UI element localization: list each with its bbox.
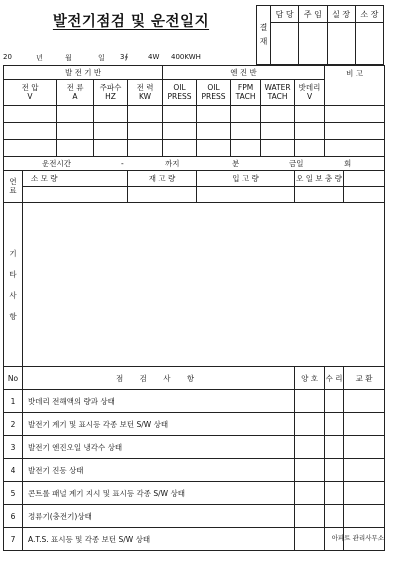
reading-row <box>4 123 385 140</box>
voltage-cell[interactable] <box>4 106 57 123</box>
checklist-no: 7 <box>4 528 23 551</box>
checklist-replace-cell[interactable] <box>344 413 385 436</box>
voltage-cell[interactable] <box>4 140 57 157</box>
oil-press-cell-1[interactable] <box>163 140 197 157</box>
oil-refill-header: 오 일 보 충 량 <box>295 171 344 187</box>
checklist-good-cell[interactable] <box>295 459 325 482</box>
checklist-item-text: 발전기 진동 상태 <box>23 459 295 482</box>
oil-press-header-1: OIL PRESS <box>163 80 197 106</box>
sign-head[interactable] <box>355 23 383 65</box>
checklist-row <box>4 436 385 459</box>
remarks-cell[interactable] <box>325 106 385 123</box>
current-cell[interactable] <box>57 140 94 157</box>
fuel-label: 연 료 <box>4 171 23 203</box>
checklist-item-text: 정류기(충전기)상태 <box>23 505 295 528</box>
checklist-no-header: No <box>4 367 23 390</box>
checklist-good-cell[interactable] <box>295 413 325 436</box>
month-label: 월 <box>65 54 72 62</box>
checklist-item-text: 발전기 엔진오일 냉각수 상태 <box>23 436 295 459</box>
fuel-values-row <box>4 187 385 203</box>
fuel-extra-header <box>344 171 385 187</box>
checklist-good-header: 양 호 <box>295 367 325 390</box>
remarks-cell[interactable] <box>325 123 385 140</box>
year-label: 년 <box>36 54 43 62</box>
frequency-header: 주파수 HZ <box>94 80 128 106</box>
fuel-stock-header: 재 고 량 <box>128 171 197 187</box>
approval-box <box>256 5 384 65</box>
checklist-no: 3 <box>4 436 23 459</box>
oil-press-header-2: OIL PRESS <box>197 80 231 106</box>
frequency-cell[interactable] <box>94 123 128 140</box>
power-header: 전 력 KW <box>128 80 163 106</box>
runtime-label: 운전시간 <box>42 159 71 168</box>
checklist-replace-header: 교 환 <box>344 367 385 390</box>
sign-manager[interactable] <box>271 23 299 65</box>
checklist-repair-cell[interactable] <box>325 436 344 459</box>
checklist-no: 1 <box>4 390 23 413</box>
power-cell[interactable] <box>128 140 163 157</box>
checklist-repair-cell[interactable] <box>325 459 344 482</box>
checklist-no: 6 <box>4 505 23 528</box>
runtime-cell[interactable] <box>4 157 385 171</box>
checklist-replace-cell[interactable] <box>344 482 385 505</box>
checklist-row <box>4 413 385 436</box>
fuel-consumption-header: 소 모 량 <box>23 171 128 187</box>
oil-press-cell-2[interactable] <box>197 140 231 157</box>
sign-chief[interactable] <box>299 23 327 65</box>
oil-press-cell-2[interactable] <box>197 106 231 123</box>
fuel-incoming-cell[interactable] <box>197 187 295 203</box>
wire-spec: 4W <box>148 53 160 61</box>
remarks-cell[interactable] <box>325 140 385 157</box>
checklist-item-header: 점 검 사 항 <box>23 367 295 390</box>
checklist-replace-cell[interactable] <box>344 436 385 459</box>
fuel-consumption-cell[interactable] <box>23 187 128 203</box>
checklist-replace-cell[interactable] <box>344 459 385 482</box>
checklist-replace-cell[interactable] <box>344 390 385 413</box>
checklist-repair-cell[interactable] <box>325 390 344 413</box>
current-cell[interactable] <box>57 106 94 123</box>
checklist-no: 2 <box>4 413 23 436</box>
fuel-extra-cell[interactable] <box>344 187 385 203</box>
frequency-cell[interactable] <box>94 106 128 123</box>
checklist-row <box>4 482 385 505</box>
checklist-good-cell[interactable] <box>295 505 325 528</box>
checklist-item-text: 발전기 계기 및 표시등 각종 보턴 S/W 상태 <box>23 413 295 436</box>
battery-v-header: 밧데리 V <box>295 80 325 106</box>
fpm-tach-header: FPM TACH <box>231 80 261 106</box>
approval-side-label: 결 재 <box>257 6 271 65</box>
runtime-minute: 분 <box>232 159 240 168</box>
runtime-until: 까지 <box>165 159 180 168</box>
voltage-cell[interactable] <box>4 123 57 140</box>
checklist-repair-header: 수 리 <box>325 367 344 390</box>
sign-director[interactable] <box>327 23 355 65</box>
oil-press-cell-2[interactable] <box>197 123 231 140</box>
checklist-replace-cell[interactable] <box>344 505 385 528</box>
water-tach-cell[interactable] <box>261 123 295 140</box>
checklist-good-cell[interactable] <box>295 436 325 459</box>
checklist-item-text: A.T.S. 표시등 및 각종 보턴 S/W 상태 <box>23 528 295 551</box>
water-tach-cell[interactable] <box>261 140 295 157</box>
checklist-repair-cell[interactable] <box>325 482 344 505</box>
role-manager: 담 당 <box>271 6 299 23</box>
checklist-good-cell[interactable] <box>295 482 325 505</box>
role-chief: 주 임 <box>299 6 327 23</box>
runtime-today: 금일 <box>289 159 304 168</box>
runtime-count: 회 <box>344 159 352 168</box>
fpm-tach-cell[interactable] <box>231 140 261 157</box>
checklist-no: 5 <box>4 482 23 505</box>
power-cell[interactable] <box>128 106 163 123</box>
notes-area[interactable] <box>23 203 385 367</box>
checklist-repair-cell[interactable] <box>325 505 344 528</box>
checklist-no: 4 <box>4 459 23 482</box>
document-title: 발전기점검 및 운전일지 <box>52 13 210 30</box>
checklist-row <box>4 390 385 413</box>
oil-refill-cell[interactable] <box>295 187 344 203</box>
capacity-spec: 400KWH <box>171 53 201 61</box>
checklist-row <box>4 505 385 528</box>
year-prefix: 20 <box>3 53 12 61</box>
generator-section-header: 발 전 기 반 <box>4 66 163 80</box>
fuel-stock-cell[interactable] <box>128 187 197 203</box>
engine-section-header: 엔 진 반 <box>163 66 325 80</box>
role-director: 실 장 <box>327 6 355 23</box>
oil-press-cell-1[interactable] <box>163 106 197 123</box>
date-line <box>3 53 253 65</box>
frequency-cell[interactable] <box>94 140 128 157</box>
fuel-incoming-header: 입 고 량 <box>197 171 295 187</box>
water-tach-cell[interactable] <box>261 106 295 123</box>
checklist-good-cell[interactable] <box>295 390 325 413</box>
notes-label: 기 타 사 항 <box>4 203 23 367</box>
reading-row <box>4 140 385 157</box>
water-tach-header: WATER TACH <box>261 80 295 106</box>
power-cell[interactable] <box>128 123 163 140</box>
checklist-row <box>4 459 385 482</box>
role-head: 소 장 <box>355 6 383 23</box>
checklist-repair-cell[interactable] <box>325 413 344 436</box>
battery-v-cell[interactable] <box>295 106 325 123</box>
checklist-item-text: 콘트롤 패널 계기 지시 및 표시등 각종 S/W 상태 <box>23 482 295 505</box>
battery-v-cell[interactable] <box>295 123 325 140</box>
fpm-tach-cell[interactable] <box>231 123 261 140</box>
phase-spec: 3∮ <box>120 53 129 61</box>
day-label: 일 <box>98 54 105 62</box>
footer-office: 아파트 관리사무소 <box>331 534 384 542</box>
battery-v-cell[interactable] <box>295 140 325 157</box>
checklist-header-row <box>4 367 385 390</box>
current-cell[interactable] <box>57 123 94 140</box>
checklist-item-text: 밧데리 전해액의 량과 상태 <box>23 390 295 413</box>
current-header: 전 류 A <box>57 80 94 106</box>
runtime-dash: - <box>121 159 124 168</box>
fpm-tach-cell[interactable] <box>231 106 261 123</box>
runtime-row <box>4 157 385 171</box>
oil-press-cell-1[interactable] <box>163 123 197 140</box>
remarks-header: 비 고 <box>325 66 385 106</box>
voltage-header: 전 압 V <box>4 80 57 106</box>
log-table <box>3 65 385 551</box>
reading-row <box>4 106 385 123</box>
